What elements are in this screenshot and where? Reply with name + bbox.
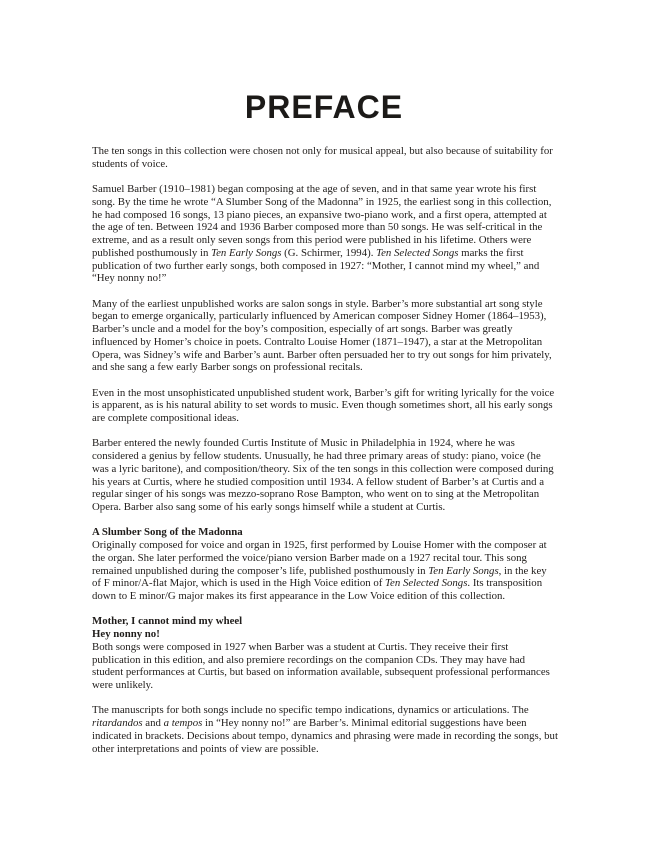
text-segment: Many of the earliest unpublished works are salon songs in style. Barber’s more substantial art song style began to emerge organically, particularly influenced by American composer Sidney Homer (1864–1953), Barber’s uncle and a model for the boy’s composition, especially of art songs. Barber was greatly influenced by Homer’s choice in poets. Contralto Louise Homer (1871–1947), a star at the Metropolitan Opera, was Sidney’s wife and Barber’s aunt. Barber often persuaded her to try out songs for him privately, and she sang a few early Barber songs on professional recitals. <box>92 297 552 374</box>
paragraph <box>92 437 558 514</box>
text-segment: in “Hey nonny no!” are Barber’s. Minimal editorial suggestions have been indicated in brackets. Decisions about tempo, dynamics and phrasing were made in recording the songs, but other interpretations and points of view are possible. <box>92 717 558 755</box>
text-segment: The manuscripts for both songs include no specific tempo indications, dynamics or articulations. The <box>92 704 529 717</box>
paragraph <box>92 539 558 603</box>
section-heading <box>92 615 558 628</box>
italic-text-segment: Ten Early Songs <box>211 246 282 259</box>
paragraph <box>92 183 558 285</box>
italic-text-segment: Ten Early Songs <box>428 564 499 577</box>
text-segment: and <box>142 717 164 729</box>
paragraph <box>92 145 558 171</box>
section-heading <box>92 628 558 641</box>
text-segment: Both songs were composed in 1927 when Barber was a student at Curtis. They receive their first publication in this edition, and also premiere recordings on the companion CDs. They may have had student performances at Curtis, but based on information available, subsequent professional performances were unlikely. <box>92 640 550 691</box>
italic-text-segment: ritardandos <box>92 717 143 729</box>
page-title: PREFACE <box>244 89 404 125</box>
text-segment: . Its transposition down to E minor/G major makes its first appearance in the Low Voice edition of this collection. <box>92 577 543 602</box>
paragraph <box>92 704 558 755</box>
text-segment: (G. Schirmer, 1994). <box>281 246 377 259</box>
document-body <box>92 145 558 755</box>
paragraph <box>92 641 558 692</box>
text-segment: Samuel Barber (1910–1981) began composing at the age of seven, and in that same year wrote his first song. By the time he wrote “A Slumber Song of the Madonna” in 1925, the earliest song in this collection, he had composed 16 songs, 13 piano pieces, an expansive two-piano work, and a first opera, attempted at the age of ten. Between 1924 and 1936 Barber composed more than 50 songs. He was self-critical in the extreme, and as a result only seven songs from this period were published in his lifetime. Others were published posthumously in <box>92 183 552 259</box>
text-segment: Even in the most unsophisticated unpublished student work, Barber’s gift for writing lyrically for the voice is apparent, as is his natural ability to set words to music. Even though sometimes short, all his early songs are complete compositional ideas. <box>92 386 555 424</box>
section-heading <box>92 526 558 539</box>
text-segment: Barber entered the newly founded Curtis Institute of Music in Philadelphia in 1924, where he was considered a genius by fellow students. Unusually, he had three primary areas of study: piano, voice (he was a lyric baritone), and composition/theory. Six of the ten songs in this collection were composed during his years at Curtis, where he studied composition until 1934. A fellow student of Barber’s at Curtis and a regular singer of his songs was mezzo-soprano Rose Bampton, who went on to sing at the Metropolitan Opera. Barber also sang some of his early songs himself while a student at Curtis. <box>92 437 554 513</box>
text-segment: marks the first publication of two further early songs, both composed in 1927: “Mother, I cannot mind my wheel,” and “Hey nonny no!” <box>92 246 540 285</box>
text-segment: Originally composed for voice and organ in 1925, first performed by Louise Homer with the composer at the organ. She later performed the voice/piano version Barber made on a 1927 recital tour. This song remained unpublished during the composer’s life, published posthumously in <box>92 539 547 577</box>
italic-text-segment: Ten Selected Songs <box>385 577 468 590</box>
text-segment: , in the key of F minor/A-flat Major, which is used in the High Voice edition of <box>92 564 547 590</box>
text-segment: The ten songs in this collection were chosen not only for musical appeal, but also because of suitability for students of voice. <box>92 145 553 170</box>
paragraph <box>92 387 558 425</box>
text-segment: Mother, I cannot mind my wheel <box>92 615 243 628</box>
italic-text-segment: Ten Selected Songs <box>376 246 459 259</box>
text-segment: A Slumber Song of the Madonna <box>92 526 243 539</box>
italic-text-segment: a tempos <box>163 717 203 729</box>
paragraph <box>92 298 558 375</box>
text-segment: Hey nonny no! <box>92 628 160 640</box>
